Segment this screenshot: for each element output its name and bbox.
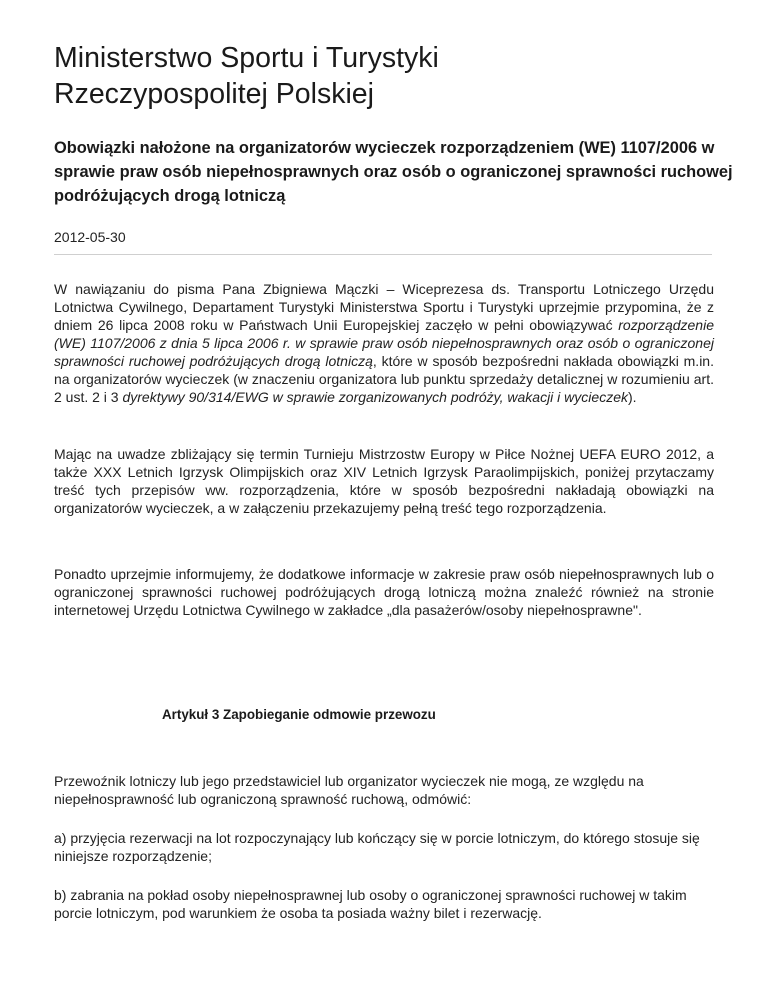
paragraph-intro-end: ).: [627, 389, 637, 405]
paragraph-intro-part2: , które w sposób bezpośredni nakłada obowiązki m.in. na organizatorów wycieczek (w znaczeniu organizatora lub punktu sprzedaży detalicznej w rozumieniu art. 2 ust. 2 i 3: [54, 353, 714, 405]
ministry-name-line2: Rzeczypospolitej Polskiej: [54, 78, 374, 110]
paragraph-intro: [54, 280, 714, 406]
publication-date: 2012-05-30: [54, 229, 126, 245]
paragraph-intro-part1: W nawiązaniu do pisma Pana Zbigniewa Mączki – Wiceprezesa ds. Transportu Lotniczego Urzędu Lotnictwa Cywilnego, Departament Turystyki Ministerstwa Sportu i Turystyki uprzejmie przypomina, że z dniem 26 lipca 2008 roku w Państwach Unii Europejskiej zaczęło w pełni obowiązywać: [54, 281, 714, 333]
paragraph-article3-b: b) zabrania na pokład osoby niepełnosprawnej lub osoby o ograniczonej sprawności ruchowej w takim porcie lotniczym, pod warunkiem że osoba ta posiada ważny bilet i rezerwację.: [54, 887, 687, 921]
ministry-name-line1: Ministerstwo Sportu i Turystyki: [54, 42, 439, 74]
paragraph-article3-a: a) przyjęcia rezerwacji na lot rozpoczynający lub kończący się w porcie lotniczym, do którego stosuje się niniejsze rozporządzenie;: [54, 830, 700, 864]
regulation-reference: rozporządzenie (WE) 1107/2006 z dnia 5 lipca 2006 r. w sprawie praw osób niepełnosprawnych oraz osób o ograniczonej sprawności ruchowej podróżujących drogą lotniczą: [54, 317, 714, 369]
divider: [54, 254, 712, 255]
section-heading: Artykuł 3 Zapobieganie odmowie przewozu: [162, 707, 436, 722]
article-title: Obowiązki nałożone na organizatorów wycieczek rozporządzeniem (WE) 1107/2006 w sprawie praw osób niepełnosprawnych oraz osób o ograniczonej sprawności ruchowej podróżujących drogą lotniczą: [54, 139, 733, 205]
paragraph-additional-info: Ponadto uprzejmie informujemy, że dodatkowe informacje w zakresie praw osób niepełnosprawnych lub o ograniczonej sprawności ruchowej podróżujących drogą lotniczą można znaleźć również na stronie internetowej Urzędu Lotnictwa Cywilnego w zakładce „dla pasażerów/osoby niepełnosprawne".: [54, 566, 714, 618]
paragraph-article3-intro: Przewoźnik lotniczy lub jego przedstawiciel lub organizator wycieczek nie mogą, ze względu na niepełnosprawność lub ograniczoną sprawność ruchową, odmówić:: [54, 773, 644, 807]
paragraph-euro-2012: Mając na uwadze zbliżający się termin Turnieju Mistrzostw Europy w Piłce Nożnej UEFA EURO 2012, a także XXX Letnich Igrzysk Olimpijskich oraz XIV Letnich Igrzysk Paraolimpijskich, poniżej przytaczamy treść tych przepisów ww. rozporządzenia, które w sposób bezpośredni nakładają obowiązki na organizatorów wycieczek, a w załączeniu przekazujemy pełną treść tego rozporządzenia.: [54, 446, 714, 516]
ministry-name: [54, 40, 734, 112]
directive-reference: dyrektywy 90/314/EWG w sprawie zorganizowanych podróży, wakacji i wycieczek: [122, 389, 628, 405]
